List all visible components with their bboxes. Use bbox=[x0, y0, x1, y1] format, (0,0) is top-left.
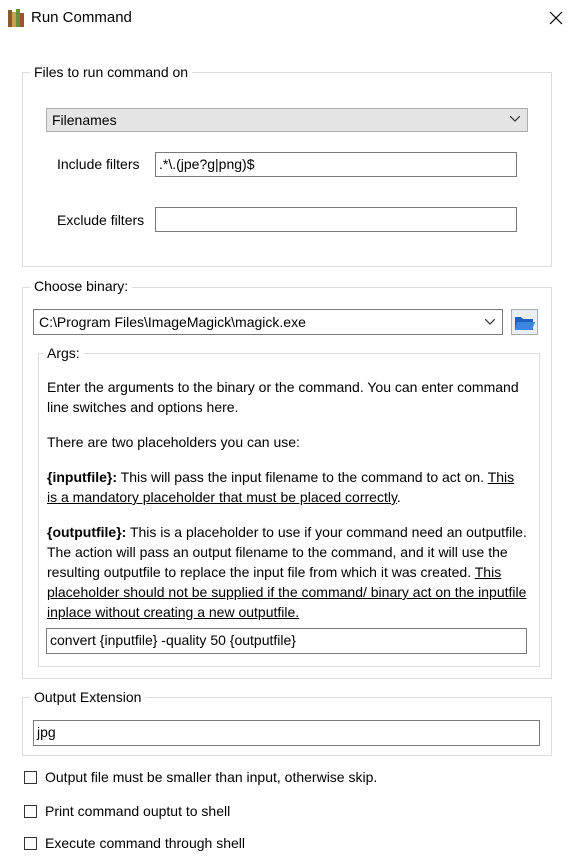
outputfile-description: This is a placeholder to use if your command need an outputfile. The action will pass an output filename to the command, and it will use the resulting outputfile to replace the input file from which it was created. bbox=[47, 524, 527, 580]
args-intro-text: Enter the arguments to the binary or the command. You can enter command line switches and options here. bbox=[47, 379, 519, 415]
outputfile-note: This placeholder should not be supplied if the command/ binary act on the inputfile inplace without creating a new outputfile. bbox=[47, 564, 527, 620]
inputfile-end: . bbox=[396, 489, 401, 505]
file-mode-value: Filenames bbox=[52, 112, 117, 128]
outputfile-help bbox=[47, 522, 527, 622]
binary-path-value: C:\Program Files\ImageMagick\magick.exe bbox=[39, 314, 306, 330]
smaller-output-checkbox[interactable] bbox=[24, 771, 37, 784]
file-mode-select[interactable] bbox=[46, 108, 528, 132]
inputfile-mandatory-note: This is a mandatory placeholder that must be placed correctly bbox=[47, 469, 515, 505]
browse-binary-button[interactable] bbox=[511, 309, 538, 335]
smaller-output-label[interactable]: Output file must be smaller than input, otherwise skip. bbox=[45, 769, 378, 785]
chevron-down-icon bbox=[485, 319, 495, 325]
inputfile-placeholder-name: {inputfile}: bbox=[47, 469, 117, 485]
exclude-filters-label: Exclude filters bbox=[57, 212, 145, 228]
print-output-label[interactable]: Print command ouptut to shell bbox=[45, 803, 231, 819]
placeholders-intro-text: There are two placeholders you can use: bbox=[47, 434, 300, 450]
chevron-down-icon bbox=[510, 116, 520, 122]
args-group-legend: Args: bbox=[43, 345, 84, 361]
exclude-filters-input[interactable] bbox=[155, 207, 517, 232]
files-group-legend: Files to run command on bbox=[30, 64, 192, 80]
books-icon bbox=[7, 8, 25, 28]
inputfile-help bbox=[47, 467, 527, 507]
include-filters-input[interactable]: .*\.(jpe?g|png)$ bbox=[155, 152, 517, 177]
args-input[interactable]: convert {inputfile} -quality 50 {outputfile} bbox=[46, 628, 527, 654]
output-extension-legend: Output Extension bbox=[30, 689, 145, 705]
binary-path-select[interactable] bbox=[33, 309, 503, 335]
print-output-checkbox[interactable] bbox=[24, 805, 37, 818]
execute-through-shell-checkbox[interactable] bbox=[24, 837, 37, 850]
include-filters-label: Include filters bbox=[57, 156, 140, 172]
inputfile-description: This will pass the input filename to the command to act on. bbox=[117, 469, 488, 485]
folder-open-icon bbox=[512, 310, 537, 334]
execute-through-shell-label[interactable]: Execute command through shell bbox=[45, 835, 245, 851]
output-extension-input[interactable]: jpg bbox=[33, 720, 540, 746]
window-title: Run Command bbox=[31, 9, 132, 26]
binary-group-legend: Choose binary: bbox=[30, 278, 132, 294]
close-icon[interactable] bbox=[544, 6, 568, 30]
outputfile-placeholder-name: {outputfile}: bbox=[47, 524, 127, 540]
